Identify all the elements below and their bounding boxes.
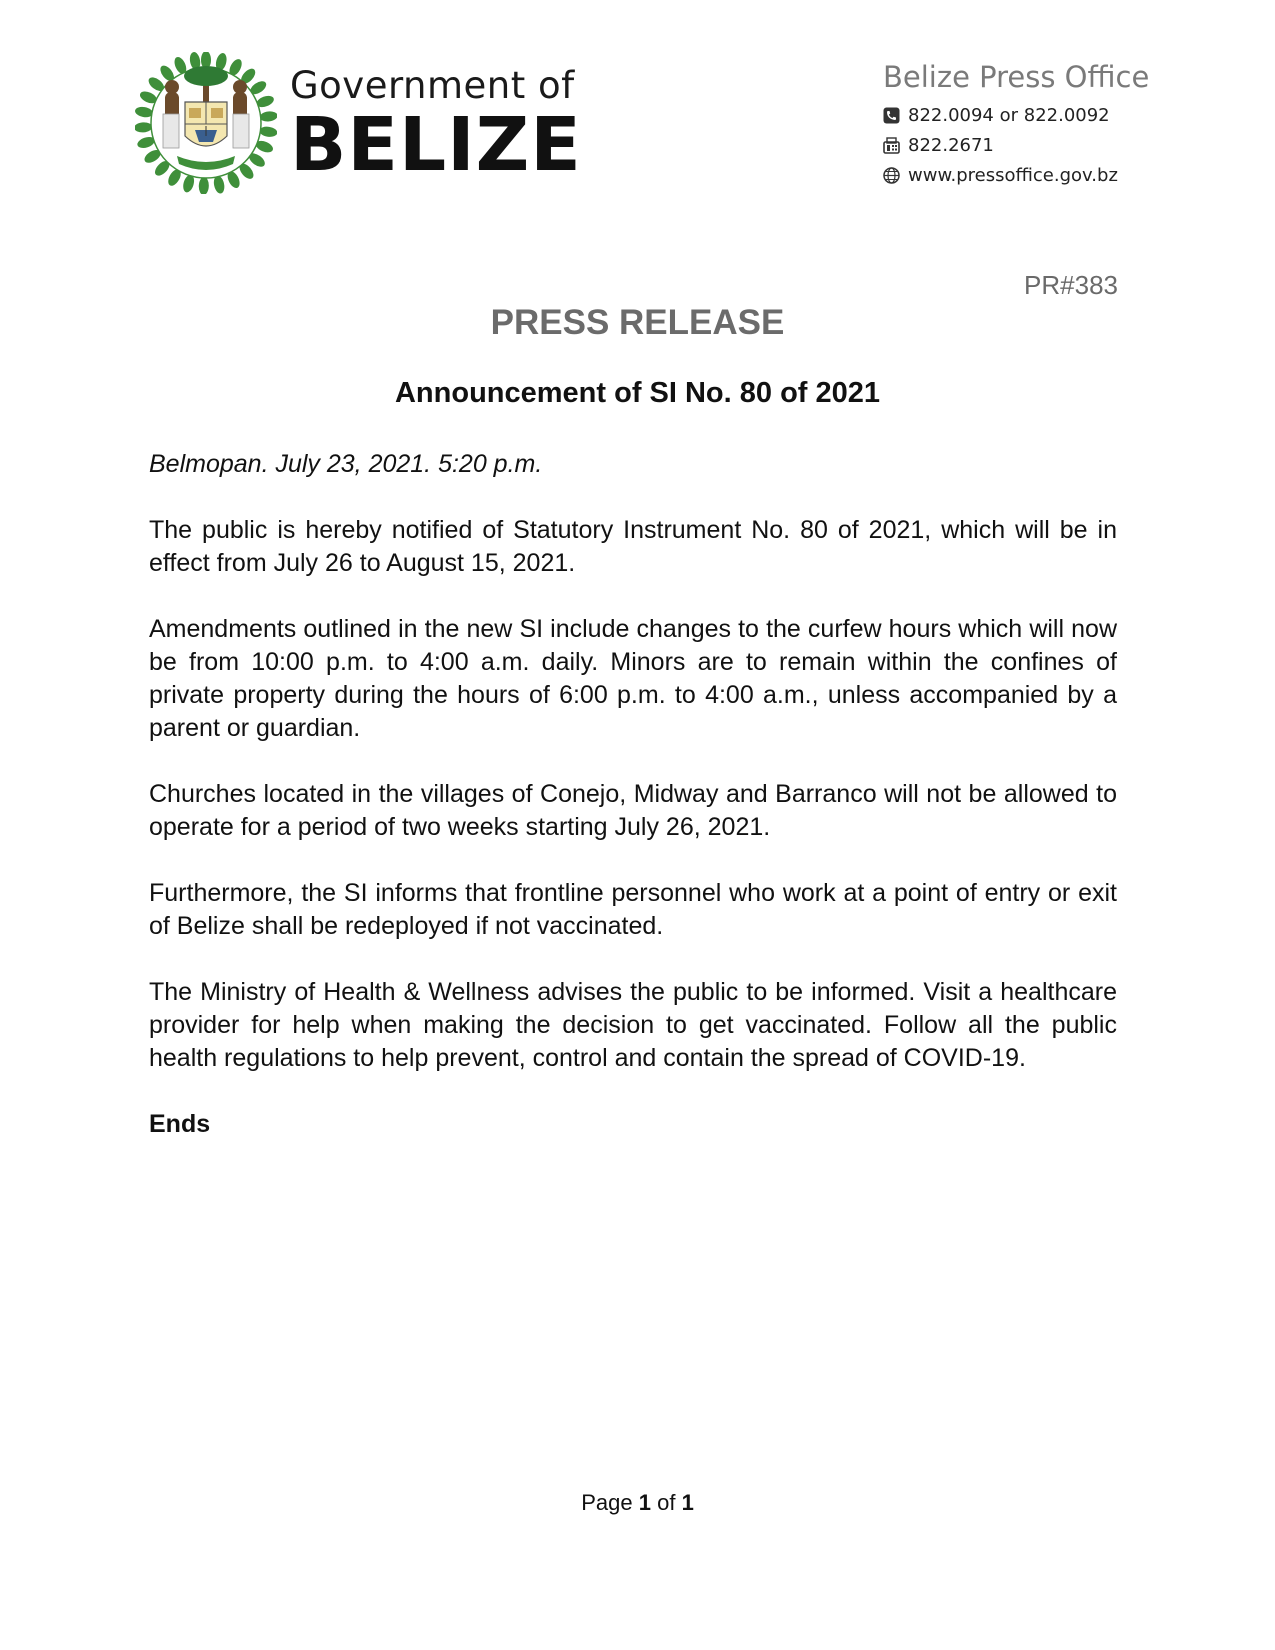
- contact-phone-row: [883, 100, 1149, 130]
- phone-icon: [883, 107, 900, 124]
- paragraph-2: Amendments outlined in the new SI include changes to the curfew hours which will now be from 10:00 p.m. to 4:00 a.m. daily. Minors are to remain within the confines of private property during the hours of 6:00 p.m. to 4:00 a.m., unless accompanied by a parent or guardian.: [149, 615, 1117, 742]
- globe-icon: [883, 167, 900, 184]
- dateline: Belmopan. July 23, 2021. 5:20 p.m.: [149, 450, 543, 478]
- belize-coat-of-arms-icon: [135, 52, 277, 194]
- government-wordmark: [290, 64, 582, 188]
- paragraph-4: Furthermore, the SI informs that frontline personnel who work at a point of entry or exit of Belize shall be redeployed if not vaccinated.: [149, 879, 1117, 940]
- contact-fax-row: [883, 130, 1149, 160]
- page-footer: [0, 1490, 1275, 1516]
- page-label: Page: [581, 1490, 633, 1515]
- page-current: 1: [638, 1490, 651, 1515]
- fax-icon: [883, 137, 900, 154]
- press-release-body: [149, 448, 1117, 1141]
- contact-website[interactable]: www.pressoffice.gov.bz: [908, 164, 1118, 186]
- gov-line-1: Government of: [290, 64, 575, 107]
- paragraph-1: The public is hereby notified of Statutory Instrument No. 80 of 2021, which will be in effect from July 26 to August 15, 2021.: [149, 516, 1117, 577]
- contact-phone: 822.0094 or 822.0092: [908, 104, 1110, 126]
- press-office-title: Belize Press Office: [883, 60, 1150, 94]
- press-release-number: PR#383: [1024, 270, 1118, 300]
- page-total: 1: [681, 1490, 694, 1515]
- of-label: of: [657, 1490, 676, 1515]
- ends-marker: Ends: [149, 1110, 211, 1138]
- announcement-title: Announcement of SI No. 80 of 2021: [394, 377, 881, 409]
- gov-line-2: BELIZE: [290, 102, 582, 188]
- paragraph-3: Churches located in the villages of Conejo, Midway and Barranco will not be allowed to operate for a period of two weeks starting July 26, 2021.: [149, 780, 1117, 841]
- paragraph-5: The Ministry of Health & Wellness advises the public to be informed. Visit a healthcare provider for help when making the decision to get vaccinated. Follow all the public health regulations to help prevent, control and contain the spread of COVID-19.: [149, 978, 1117, 1072]
- contact-fax: 822.2671: [908, 134, 994, 156]
- press-office-contact: [883, 58, 1149, 190]
- press-release-heading: PRESS RELEASE: [490, 303, 785, 342]
- contact-website-row: [883, 160, 1149, 190]
